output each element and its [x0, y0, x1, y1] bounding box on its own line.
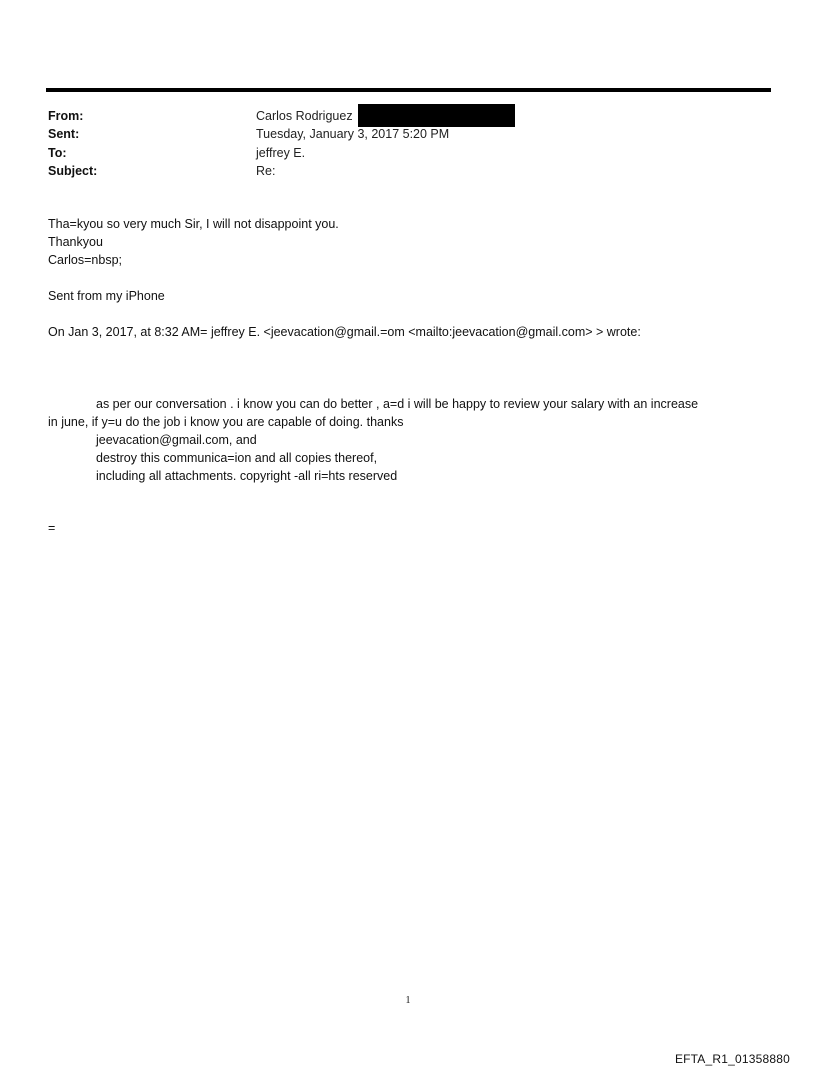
quoted-line-4: destroy this communica=ion and all copies thereof,: [96, 451, 378, 465]
header-rule: [46, 88, 771, 92]
subject-value: Re:: [256, 164, 276, 178]
page-number: 1: [405, 995, 411, 1006]
body-line-1: Tha=kyou so very much Sir, I will not disappoint you.: [48, 217, 339, 231]
sent-from-line: Sent from my iPhone: [48, 289, 165, 303]
quoted-line-1: as per our conversation . i know you can do better , a=d i will be happy to review your salary with an increase: [96, 397, 699, 411]
redaction-box: [358, 104, 515, 127]
from-value: Carlos Rodriguez: [256, 109, 353, 123]
document-id: EFTA_R1_01358880: [674, 1052, 790, 1066]
quoted-line-5: including all attachments. copyright -all ri=hts reserved: [96, 469, 398, 483]
sent-value: Tuesday, January 3, 2017 5:20 PM: [256, 127, 450, 141]
from-label: From:: [48, 109, 84, 123]
body-line-3: Carlos=nbsp;: [48, 253, 122, 267]
quote-header: On Jan 3, 2017, at 8:32 AM= jeffrey E. <jeevacation@gmail.=om <mailto:jeevacation@gmail.com> > wrote:: [48, 325, 641, 339]
quoted-line-3: jeevacation@gmail.com, and: [96, 433, 257, 447]
sent-label: Sent:: [48, 127, 80, 141]
trailing-equals: =: [48, 521, 56, 535]
quoted-line-2: in june, if y=u do the job i know you are capable of doing. thanks: [48, 415, 404, 429]
subject-label: Subject:: [48, 164, 98, 178]
to-value: jeffrey E.: [256, 146, 306, 160]
body-line-2: Thankyou: [48, 235, 103, 249]
to-label: To:: [48, 146, 67, 160]
